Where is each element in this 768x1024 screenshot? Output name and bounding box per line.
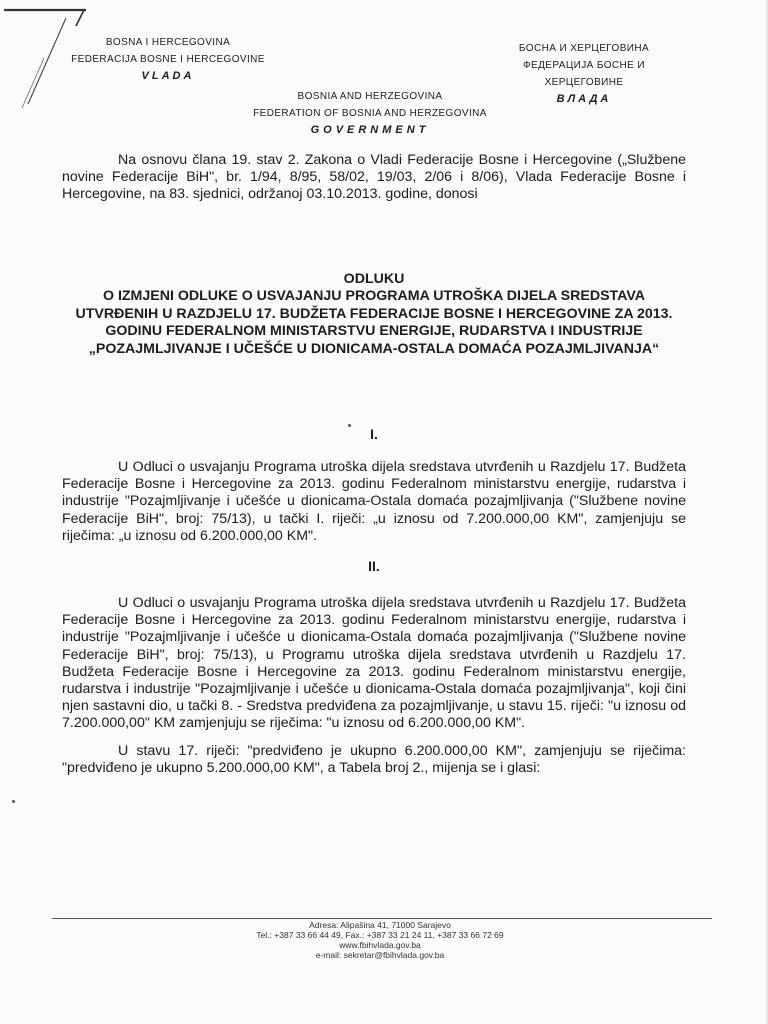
footer-address: Adresa: Alipašina 41, 71000 Sarajevo	[309, 920, 451, 930]
header-center-government: GOVERNMENT	[310, 124, 430, 136]
header-center-federation: FEDERATION OF BOSNIA AND HERZEGOVINA	[253, 108, 487, 119]
footer-website: www.fbihvlada.gov.ba	[339, 940, 421, 950]
footer-divider	[52, 918, 712, 919]
header-right-government: ВЛАДА	[556, 93, 612, 105]
section-2-heading: II.	[368, 558, 380, 574]
footer-email: e-mail: sekretar@fbihvlada.gov.ba	[315, 950, 445, 960]
header-left-federation: FEDERACIJA BOSNE I HERCEGOVINE	[71, 54, 265, 65]
header-right-block	[484, 40, 684, 108]
header-right-federation: ФЕДЕРАЦИЈА БОСНЕ И ХЕРЦЕГОВИНЕ	[523, 60, 645, 88]
header-left-block	[62, 34, 274, 85]
section-1-heading: I.	[370, 426, 378, 442]
decision-title-word: ODLUKU	[343, 271, 405, 287]
footer-phones: Tel.: +387 33 66 44 49, Fax.: +387 33 21 24 11, +387 33 66 72 69	[256, 930, 504, 940]
header-center-block	[250, 88, 490, 139]
header-left-country: BOSNA I HERCEGOVINA	[105, 37, 231, 48]
footer-contact-block	[130, 920, 630, 960]
decision-title	[62, 271, 686, 358]
header-right-country: БОСНА И ХЕРЦЕГОВИНА	[518, 43, 650, 54]
section-1-paragraph: U Odluci o usvajanju Programa utroška dijela sredstava utvrđenih u Razdjelu 17. Budžeta Federacije Bosne i Hercegovine za 2013. godinu Federalnom ministarstvu energije, rudarstva i industrije "Pozajmljivanje i učešće u dionicama-Ostala domaća pozajmljivanja ("Službene novine Federacije BiH", broj: 75/13), u tački I. riječi: „u iznosu od 7.200.000,00 KM", zamjenjuju se riječima: „u iznosu od 6.200.000,00 KM".	[62, 459, 686, 544]
header-left-government: VLADA	[141, 70, 195, 82]
preamble-paragraph: Na osnovu člana 19. stav 2. Zakona o Vladi Federacije Bosne i Hercegovine („Službene novine Federacije BiH", br. 1/94, 8/95, 58/02, 19/03, 2/06 i 8/06), Vlada Federacije Bosne i Hercegovine, na 83. sjednici, održanoj 03.10.2013. godine, donosi	[62, 152, 686, 203]
section-2-paragraph-1: U Odluci o usvajanju Programa utroška dijela sredstava utvrđenih u Razdjelu 17. Budžeta Federacije Bosne i Hercegovine za 2013. godinu Federalnom ministarstvu energije, rudarstva i industrije "Pozajmljivanje i učešće u dionicama-Ostala domaća pozajmljivanja ("Službene novine Federacije BiH", broj: 75/13), u Programu utroška dijela sredstava utvrđenih u Razdjelu 17. Budžeta Federacije Bosne i Hercegovine za 2013. godinu Federalnom ministarstvu energije, rudarstva i industrije "Pozajmljivanje i učešće u dionicama-Ostala domaća pozajmljivanja", koji čini njen sastavni dio, u tački 8. - Sredstva predviđena za pozajmljivanje, u stavu 15. riječi: "u iznosu od 7.200.000,00" KM zamjenjuju se riječima: "u iznosu od 6.200.000,00 KM".	[62, 595, 686, 732]
scan-speck	[12, 800, 15, 803]
header-center-country: BOSNIA AND HERZEGOVINA	[297, 91, 443, 102]
section-2-paragraph-2: U stavu 17. riječi: "predviđeno je ukupno 6.200.000,00 KM", zamjenjuju se riječima: "predviđeno je ukupno 5.200.000,00 KM", a Tabela broj 2., mijenja se i glasi:	[62, 743, 686, 777]
decision-title-subject: O IZMJENI ODLUKE O USVAJANJU PROGRAMA UTROŠKA DIJELA SREDSTAVA UTVRĐENIH U RAZDJELU 17. BUDŽETA FEDERACIJE BOSNE I HERCEGOVINE ZA 2013. GODINU FEDERALNOM MINISTARSTVU ENERGIJE, RUDARSTVA I INDUSTRIJE „POZAJMLJIVANJE I UČEŠĆE U DIONICAMA-OSTALA DOMAĆA POZAJMLJIVANJA“	[75, 288, 673, 357]
